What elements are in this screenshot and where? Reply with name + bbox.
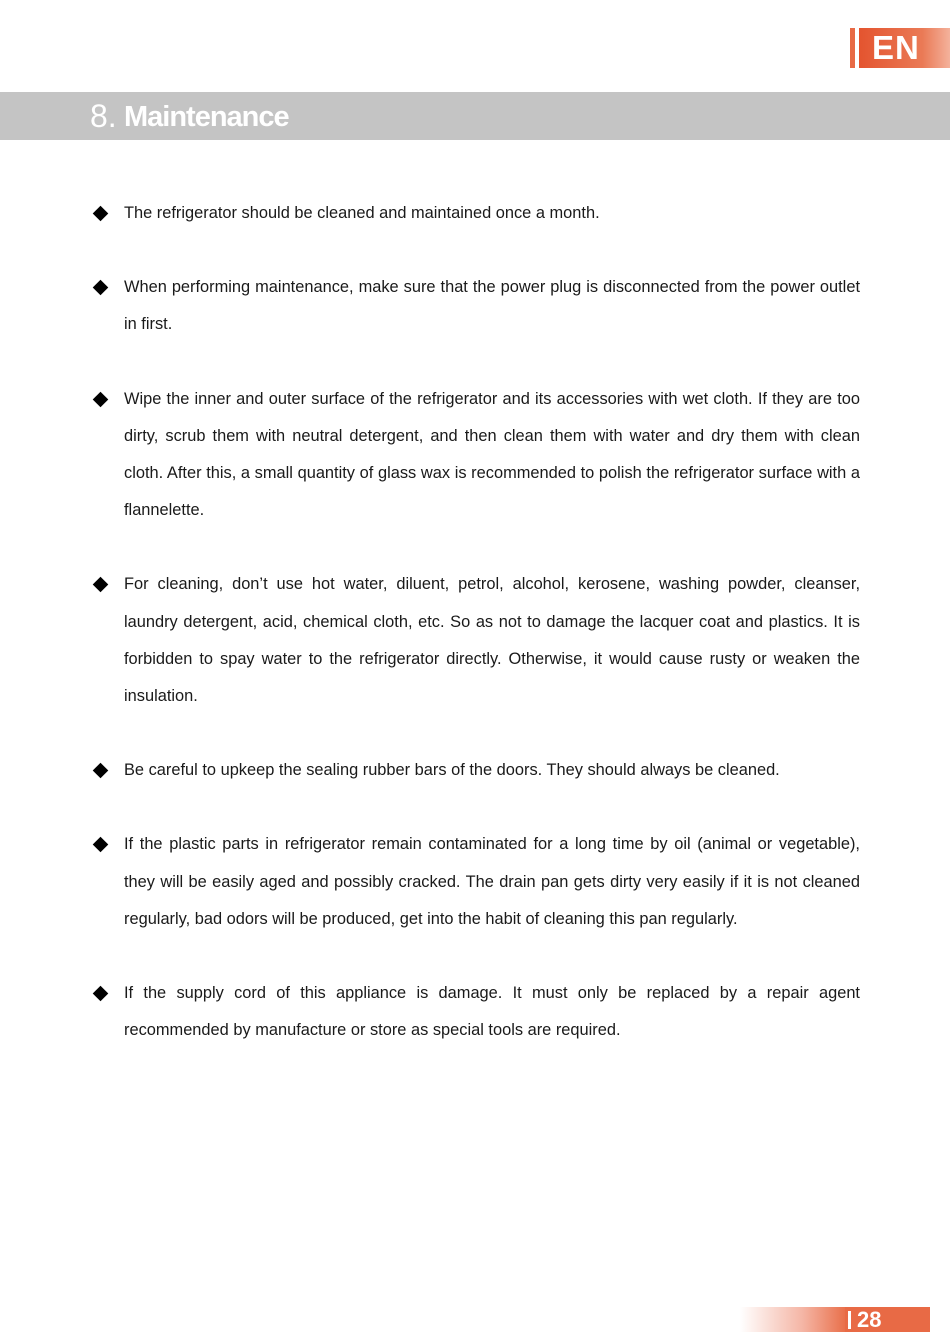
list-item	[90, 269, 860, 343]
list-item-text: For cleaning, don’t use hot water, diluent, petrol, alcohol, kerosene, washing powder, cleanser, laundry detergent, acid, chemical cloth, etc. So as not to damage the lacquer coat and plastics. It is forbidden to spay water to the refrigerator directly. Otherwise, it would cause rusty or weaken the insulation.	[124, 575, 860, 706]
page-number-badge	[740, 1307, 930, 1332]
language-label: EN	[872, 29, 920, 66]
list-item-text: The refrigerator should be cleaned and maintained once a month.	[124, 204, 600, 222]
language-badge-bar	[850, 28, 855, 68]
list-item	[90, 752, 860, 789]
list-item-text: Wipe the inner and outer surface of the refrigerator and its accessories with wet cloth. If they are too dirty, scrub them with neutral detergent, and then clean them with water and dry them with clean cloth. After this, a small quantity of glass wax is recommended to polish the refrigerator surface with a flannelette.	[124, 389, 860, 520]
diamond-bullet-icon	[93, 763, 109, 779]
list-item-text: If the plastic parts in refrigerator remain contaminated for a long time by oil (animal or vegetable), they will be easily aged and possibly cracked. The drain pan gets dirty very easily if it is not cleaned regularly, bad odors will be produced, get into the habit of cleaning this pan regularly.	[124, 835, 860, 928]
section-title: Maintenance	[124, 101, 289, 133]
language-badge	[850, 28, 950, 68]
list-item	[90, 975, 860, 1049]
section-number: 8.	[90, 98, 117, 134]
list-item-text: When performing maintenance, make sure that the power plug is disconnected from the power outlet in first.	[124, 278, 860, 334]
page-number-fade	[740, 1307, 845, 1332]
section-header	[0, 92, 950, 140]
diamond-bullet-icon	[93, 391, 109, 407]
list-item	[90, 195, 860, 232]
diamond-bullet-icon	[93, 986, 109, 1002]
list-item-text: Be careful to upkeep the sealing rubber bars of the doors. They should always be cleaned.	[124, 761, 780, 780]
maintenance-list	[90, 195, 860, 1086]
diamond-bullet-icon	[93, 577, 109, 593]
list-item	[90, 826, 860, 938]
diamond-bullet-icon	[93, 280, 109, 296]
diamond-bullet-icon	[93, 837, 109, 853]
diamond-bullet-icon	[93, 206, 109, 222]
page-number: 28	[857, 1307, 882, 1332]
page-number-divider	[848, 1311, 851, 1329]
list-item	[90, 381, 860, 530]
list-item-text: If the supply cord of this appliance is damage. It must only be replaced by a repair agent recommended by manufacture or store as special tools are required.	[124, 984, 860, 1040]
list-item	[90, 566, 860, 715]
